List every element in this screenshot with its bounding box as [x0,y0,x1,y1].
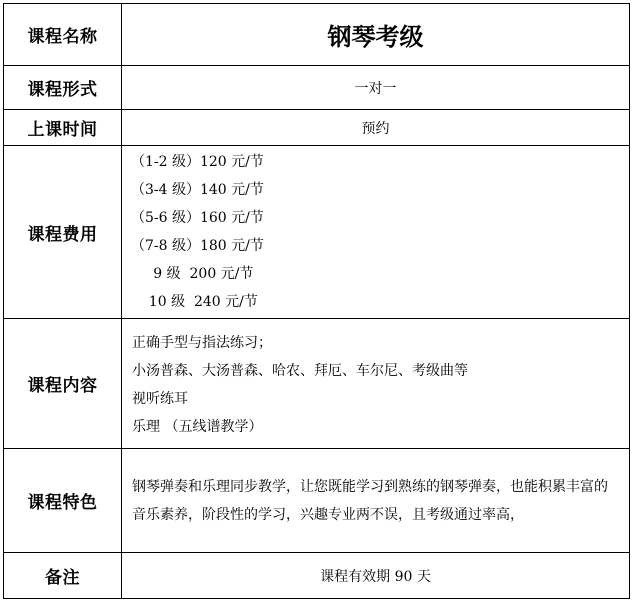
row-course-content [4,319,630,449]
note-value: 课程有效期 90 天 [122,553,630,599]
row-course-fee [4,146,630,319]
course-fee-label: 课程费用 [4,146,122,319]
course-name-value: 钢琴考级 [122,4,630,66]
course-info-table [3,3,630,599]
course-name-label: 课程名称 [4,4,122,66]
row-course-feature [4,449,630,553]
fee-line-7-8: （7-8 级）180 元/节 [131,238,264,254]
content-line-2: 小汤普森、大汤普森、哈农、拜厄、车尔尼、考级曲等 [132,362,468,379]
course-format-label: 课程形式 [4,66,122,110]
course-format-value: 一对一 [122,66,630,110]
course-fee-cell [122,146,630,319]
content-line-4: 乐理 （五线谱教学） [132,418,263,435]
course-feature-cell [122,449,630,553]
row-course-format [4,66,630,110]
class-time-value: 预约 [122,110,630,146]
content-line-1: 正确手型与指法练习； [132,334,272,351]
row-course-name [4,4,630,66]
fee-line-9: 9 级 200 元/节 [131,266,254,282]
course-content-cell [122,319,630,449]
row-note [4,553,630,599]
course-feature-label: 课程特色 [4,449,122,553]
fee-line-1-2: （1-2 级）120 元/节 [131,154,264,170]
fee-line-3-4: （3-4 级）140 元/节 [131,182,264,198]
fee-line-5-6: （5-6 级）160 元/节 [131,210,264,226]
course-content-label: 课程内容 [4,319,122,449]
course-feature-text: 钢琴弹奏和乐理同步教学，让您既能学习到熟练的钢琴弹奏，也能积累丰富的音乐素养，阶段性的学习，兴趣专业两不误，且考级通过率高， [132,478,608,523]
class-time-label: 上课时间 [4,110,122,146]
row-class-time [4,110,630,146]
content-line-3: 视听练耳 [132,390,188,407]
fee-line-10: 10 级 240 元/节 [131,294,258,310]
note-label: 备注 [4,553,122,599]
